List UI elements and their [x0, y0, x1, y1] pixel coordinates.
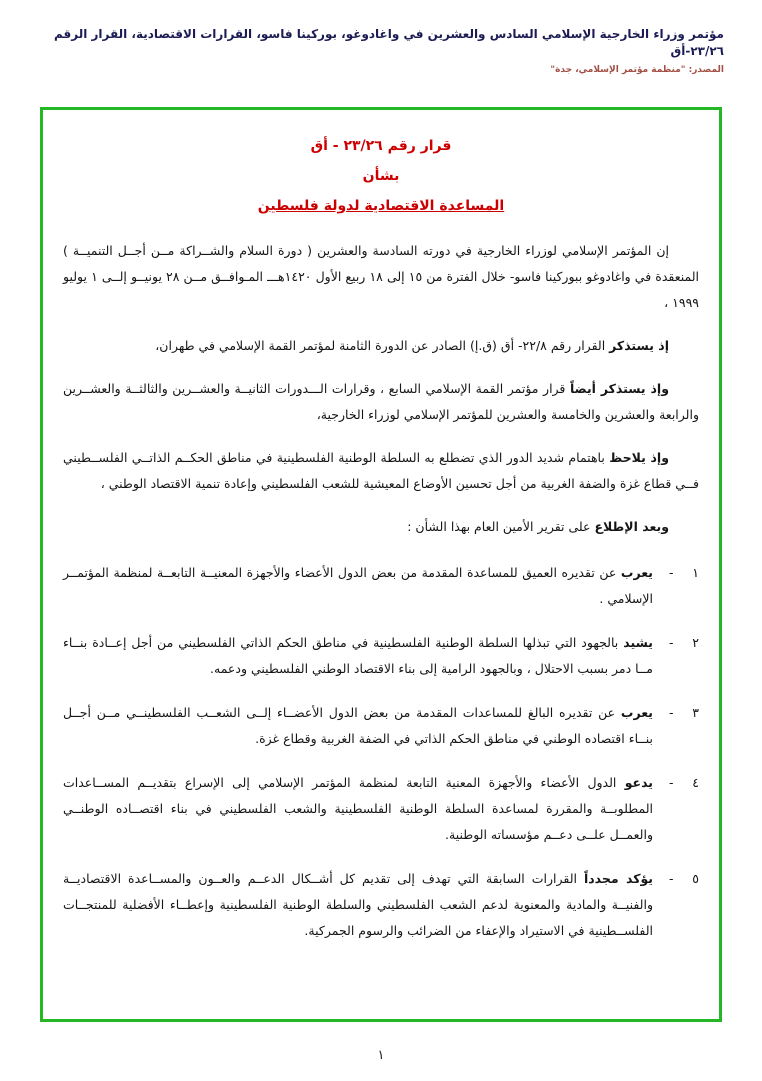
paragraph-lead: وبعد الإطلاع: [594, 519, 669, 534]
source-line: [38, 65, 724, 75]
clause-3: [63, 700, 699, 752]
preamble-section: [63, 238, 699, 540]
clause-dash: -: [669, 705, 674, 720]
clause-4: [63, 770, 699, 848]
clause-marker: [669, 630, 699, 682]
paragraph-lead: وإذ يلاحظ: [609, 450, 669, 465]
clause-body: الدول الأعضاء والأجهزة المعنية التابعة لمنظمة المؤتمر الإسلامي إلى الإسراع بتقديــم المســاعدات المطلوبــة والمقررة لمساعدة السلطة الوطنية الفلسطينية والشعب الفلسطيني في بناء اقتصــاده الوطنــي والعمــل علــى دعــم مؤسساته الوطنية.: [63, 775, 653, 842]
paragraph-lead: إذ يستذكر: [609, 338, 669, 353]
header-title: مؤتمر وزراء الخارجية الإسلامي السادس والعشرين في واغادوغو، بوركينا فاسو، القرارات الاقتصادية، القرار الرقم ٢٣/٢٦-أق: [53, 27, 724, 59]
paragraph-text: إن المؤتمر الإسلامي لوزراء الخارجية في دورته السادسة والعشرين ( دورة السلام والشــراكة مــن أجــل التنميــة ) المنعقدة في واغادوغو ببوركينا فاسو- خلال الفترة من ١٥ إلى ١٨ ربيع الأول ١٤٢٠هـــ المـوافــق مــن ٢٨ يونيــو إلــى ١ يوليو ١٩٩٩ ،: [63, 243, 700, 310]
paragraph-text: القرار رقم ٢٢/٨- أق (ق.إ) الصادر عن الدورة الثامنة لمؤتمر القمة الإسلامي في طهران،: [155, 338, 610, 353]
clause-text: [63, 630, 653, 682]
clause-marker: [669, 770, 699, 848]
clause-text: [63, 866, 653, 944]
paragraph-text: على تقرير الأمين العام بهذا الشأن :: [407, 519, 595, 534]
clause-dash: -: [669, 871, 674, 886]
paragraph-lead: وإذ يستذكر أيضاً: [569, 381, 669, 396]
clause-marker: [669, 700, 699, 752]
clause-number: ١: [692, 565, 699, 580]
clause-body: القرارات السابقة التي تهدف إلى تقديم كل أشــكال الدعــم والعــون والمســاعدة الاقتصاديــة والفنيــة والمادية والمعنوية لدعم الشعب الفلسطيني والسلطة الوطنية الفلسطينية وإعطــاء الأفضلية للمنتجــات الفلســطينية في الاستيراد والإعفاء من الضرائب والرسوم الجمركية.: [63, 871, 653, 938]
resolution-subject-label: بشأن: [362, 168, 400, 184]
archive-header: [0, 0, 762, 75]
clause-lead: يشيد: [623, 635, 653, 650]
source-value: "منظمة مؤتمر الإسلامي، جدة": [550, 64, 686, 75]
resolution-subject: المساعدة الاقتصادية لدولة فلسطين: [257, 198, 505, 214]
page-footer: [0, 1048, 762, 1063]
source-label: المصدر:: [688, 64, 724, 75]
preamble-paragraph-1: [63, 238, 699, 316]
paragraph-text: باهتمام شديد الدور الذي تضطلع به السلطة الوطنية الفلسطينية في مناطق الحكــم الذاتــي الفلســطيني فــي قطاع غزة والضفة الغربية من أجل تحسين الأوضاع المعيشية للشعب الفلسطيني وإعادة تنمية الاقتصاد الوطني ،: [63, 450, 699, 491]
clause-text: [63, 700, 653, 752]
clause-5: [63, 866, 699, 944]
clause-1: [63, 560, 699, 612]
preamble-paragraph-3: [63, 376, 699, 428]
clause-dash: -: [669, 565, 674, 580]
preamble-paragraph-5: [63, 514, 699, 540]
clause-number: ٣: [692, 705, 699, 720]
clause-body: بالجهود التي تبذلها السلطة الوطنية الفلسطينية في مناطق الحكم الذاتي الفلسطيني من أجل إعــادة بنــاء مــا دمر بسبب الاحتلال ، وبالجهود الرامية إلى بناء الاقتصاد الوطني الفلسطيني ودعمه.: [63, 635, 653, 676]
paragraph-text: قرار مؤتمر القمة الإسلامي السابع ، وقرارات الـــدورات الثانيــة والعشــرين والثالثــة والعشــرين والرابعة والعشرين والخامسة والعشرين للمؤتمر الإسلامي لوزراء الخارجية،: [63, 381, 699, 422]
clause-2: [63, 630, 699, 682]
clause-body: عن تقديره البالغ للمساعدات المقدمة من بعض الدول الأعضــاء إلــى الشعــب الفلسطينــي مــن أجــل بنــاء اقتصاده الوطني في مناطق الحكم الذاتي في الضفة الغربية وقطاع غزة.: [63, 705, 653, 746]
clause-marker: [669, 866, 699, 944]
clause-lead: يعرب: [620, 705, 653, 720]
clause-lead: يؤكد مجدداً: [583, 871, 653, 886]
operative-clauses: [63, 560, 699, 944]
preamble-paragraph-2: [63, 333, 699, 359]
document-frame: [40, 107, 722, 1022]
clause-lead: يعرب: [620, 565, 653, 580]
clause-marker: [669, 560, 699, 612]
clause-dash: -: [669, 635, 674, 650]
clause-number: ٢: [692, 635, 699, 650]
resolution-number: قرار رقم ٢٣/٢٦ - أق: [310, 138, 452, 154]
clause-number: ٥: [692, 871, 699, 886]
page-number: ١: [377, 1048, 385, 1063]
preamble-paragraph-4: [63, 445, 699, 497]
clause-text: [63, 560, 653, 612]
clause-body: عن تقديره العميق للمساعدة المقدمة من بعض الدول الأعضاء والأجهزة المعنيــة التابعــة لمنظمة المؤتمــر الإسلامي .: [63, 565, 653, 606]
clause-number: ٤: [692, 775, 699, 790]
clause-dash: -: [669, 775, 674, 790]
clause-lead: يدعو: [624, 775, 653, 790]
clause-text: [63, 770, 653, 848]
